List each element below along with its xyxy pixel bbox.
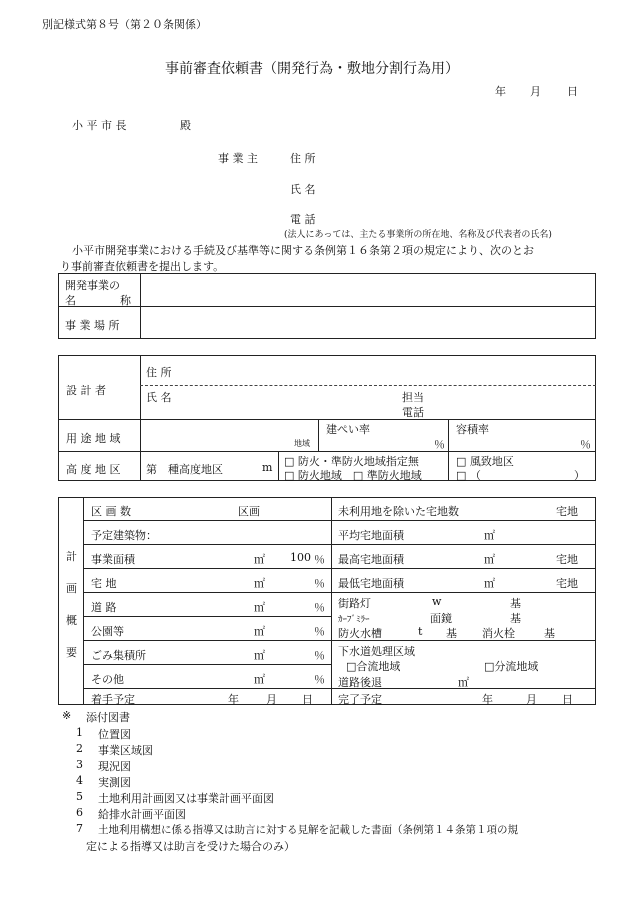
attachment-text-3: 現況図: [98, 760, 131, 773]
designer-contact: 担当: [402, 391, 424, 404]
park-pct: ％: [314, 625, 325, 638]
lots-unit: 区画: [238, 505, 260, 518]
floor-area-label: 容積率: [456, 423, 489, 436]
setback-sqm: ㎡: [458, 676, 469, 689]
designer-address: 住 所: [146, 366, 172, 379]
avg-lot-area-sqm: ㎡: [484, 529, 495, 542]
designer-label: 設 計 者: [66, 384, 106, 397]
project-name-label-2b: 称: [120, 294, 131, 307]
height-district-value: 第 種高度地区: [146, 463, 223, 476]
separate-sewer-option[interactable]: □分流地域: [484, 660, 539, 673]
min-lot-area-label: 最低宅地面積: [338, 577, 404, 590]
combined-sewer-option[interactable]: □合流地域: [346, 660, 401, 673]
garbage-sqm: ㎡: [254, 649, 265, 662]
plan-side-label-2: 画: [66, 582, 77, 595]
fire-tank-units: 基: [446, 627, 457, 640]
applicant-phone-label: 電 話: [290, 213, 316, 226]
sewer-label: 下水道処理区域: [338, 645, 415, 658]
floor-area-pct: ％: [580, 438, 591, 451]
curve-mirror-faces: 面鏡: [430, 612, 452, 625]
plan-side-label-3: 概: [66, 614, 77, 627]
max-lot-area-sqm: ㎡: [484, 553, 495, 566]
setback-label: 道路後退: [338, 676, 382, 689]
addressee: 小 平 市 長: [72, 119, 127, 132]
other-district-option[interactable]: □ （: [456, 469, 481, 482]
height-district-label: 高 度 地 区: [66, 463, 121, 476]
attachment-text-5: 土地利用計画図又は事業計画平面図: [98, 792, 274, 805]
fire-zone-option-1[interactable]: □ 防火・準防火地域指定無: [284, 455, 419, 468]
residential-label: 宅 地: [91, 577, 117, 590]
start-label: 着手予定: [91, 693, 135, 706]
plan-side-label-4: 要: [66, 646, 77, 659]
park-label: 公園等: [91, 625, 124, 638]
park-sqm: ㎡: [254, 625, 265, 638]
attachment-no-1: 1: [76, 726, 83, 739]
project-area-pct-value: 100: [290, 551, 311, 564]
applicant-address-label: 住 所: [290, 152, 316, 165]
attachment-no-7: 7: [76, 822, 83, 835]
other-district-close: ）: [574, 469, 585, 482]
page-title: 事前審査依頼書（開発行為・敷地分割行為用）: [165, 61, 459, 77]
attachment-text-2: 事業区域図: [98, 744, 153, 757]
attachment-no-3: 3: [76, 758, 83, 771]
road-sqm: ㎡: [254, 601, 265, 614]
attachment-no-2: 2: [76, 742, 83, 755]
fire-tank-ton: t: [418, 625, 423, 638]
lots-excluding-label: 未利用地を除いた宅地数: [338, 505, 459, 518]
district-unit: 地域: [294, 439, 310, 448]
project-area-label: 事業面積: [91, 553, 135, 566]
completion-year: 年: [482, 693, 493, 706]
attachment-no-6: 6: [76, 806, 83, 819]
coverage-pct: ％: [434, 438, 445, 451]
other-area-label: その他: [91, 673, 124, 686]
project-area-sqm: ㎡: [254, 553, 265, 566]
max-lot-area-label: 最高宅地面積: [338, 553, 404, 566]
project-location-label: 事 業 場 所: [65, 319, 120, 332]
hydrant-units: 基: [544, 627, 555, 640]
height-unit: m: [262, 461, 273, 474]
fire-tank-label: 防火水槽: [338, 627, 382, 640]
hydrant-label: 消火栓: [482, 627, 515, 640]
street-light-label: 街路灯: [338, 597, 371, 610]
project-name-label-1: 開発事業の: [65, 279, 120, 292]
planned-building-label: 予定建築物：: [91, 529, 157, 542]
completion-label: 完了予定: [338, 693, 382, 706]
addressee-honorific: 殿: [180, 119, 191, 132]
garbage-label: ごみ集積所: [91, 649, 146, 662]
use-district-label: 用 途 地 域: [66, 432, 121, 445]
road-label: 道 路: [91, 601, 117, 614]
completion-day: 日: [562, 693, 573, 706]
lots-excluding-unit: 宅地: [556, 505, 578, 518]
form-number: 別記様式第８号（第２０条関係）: [42, 18, 207, 31]
plan-side-label-1: 計: [66, 550, 77, 563]
other-area-pct: ％: [314, 673, 325, 686]
start-month: 月: [266, 693, 277, 706]
attachment-text-7: 土地利用構想に係る指導又は助言に対する見解を記載した書面（条例第１４条第１項の規: [98, 824, 518, 836]
other-area-sqm: ㎡: [254, 673, 265, 686]
project-name-label-2a: 名: [65, 294, 76, 307]
attachment-text-4: 実測図: [98, 776, 131, 789]
attachment-text-6: 給排水計画平面図: [98, 808, 186, 821]
scenic-district-option[interactable]: □ 風致地区: [456, 455, 514, 468]
max-lot-area-unit: 宅地: [556, 553, 578, 566]
attachment-text-7-cont: 定による指導又は助言を受けた場合のみ）: [86, 840, 295, 853]
start-year: 年: [228, 693, 239, 706]
avg-lot-area-label: 平均宅地面積: [338, 529, 404, 542]
designer-phone: 電話: [402, 406, 424, 419]
lots-label: 区 画 数: [91, 505, 131, 518]
start-day: 日: [302, 693, 313, 706]
project-location-field[interactable]: [146, 311, 586, 335]
applicant-role: 事 業 主: [218, 152, 258, 165]
street-light-watt: w: [432, 595, 442, 608]
attachment-no-4: 4: [76, 774, 83, 787]
road-pct: ％: [314, 601, 325, 614]
residential-sqm: ㎡: [254, 577, 265, 590]
project-area-pct: ％: [314, 553, 325, 566]
street-light-units: 基: [510, 597, 521, 610]
body-text-line-1: 小平市開発事業における手続及び基準等に関する条例第１６条第２項の規定により、次のとお: [72, 244, 534, 257]
attachment-no-5: 5: [76, 790, 83, 803]
applicant-note: (法人にあっては、主たる事業所の所在地、名称及び代表者の氏名): [284, 230, 552, 240]
garbage-pct: ％: [314, 649, 325, 662]
date-year-label: 年: [495, 85, 506, 98]
min-lot-area-sqm: ㎡: [484, 577, 495, 590]
applicant-name-label: 氏 名: [290, 183, 316, 196]
min-lot-area-unit: 宅地: [556, 577, 578, 590]
coverage-label: 建ぺい率: [326, 423, 370, 436]
curve-mirror-units: 基: [510, 612, 521, 625]
fire-zone-option-2[interactable]: □ 防火地域 □ 準防火地域: [284, 469, 422, 482]
curve-mirror-label: ｶｰﾌﾞﾐﾗｰ: [338, 615, 370, 625]
residential-pct: ％: [314, 577, 325, 590]
attachments-mark: ※: [62, 709, 72, 722]
completion-month: 月: [526, 693, 537, 706]
attachments-heading: 添付図書: [86, 711, 130, 724]
attachment-text-1: 位置図: [98, 728, 131, 741]
designer-name: 氏 名: [146, 391, 172, 404]
body-text-line-2: り事前審査依頼書を提出します。: [60, 260, 225, 273]
date-month-label: 月: [530, 85, 541, 98]
date-day-label: 日: [567, 85, 578, 98]
project-name-field[interactable]: [146, 277, 586, 301]
